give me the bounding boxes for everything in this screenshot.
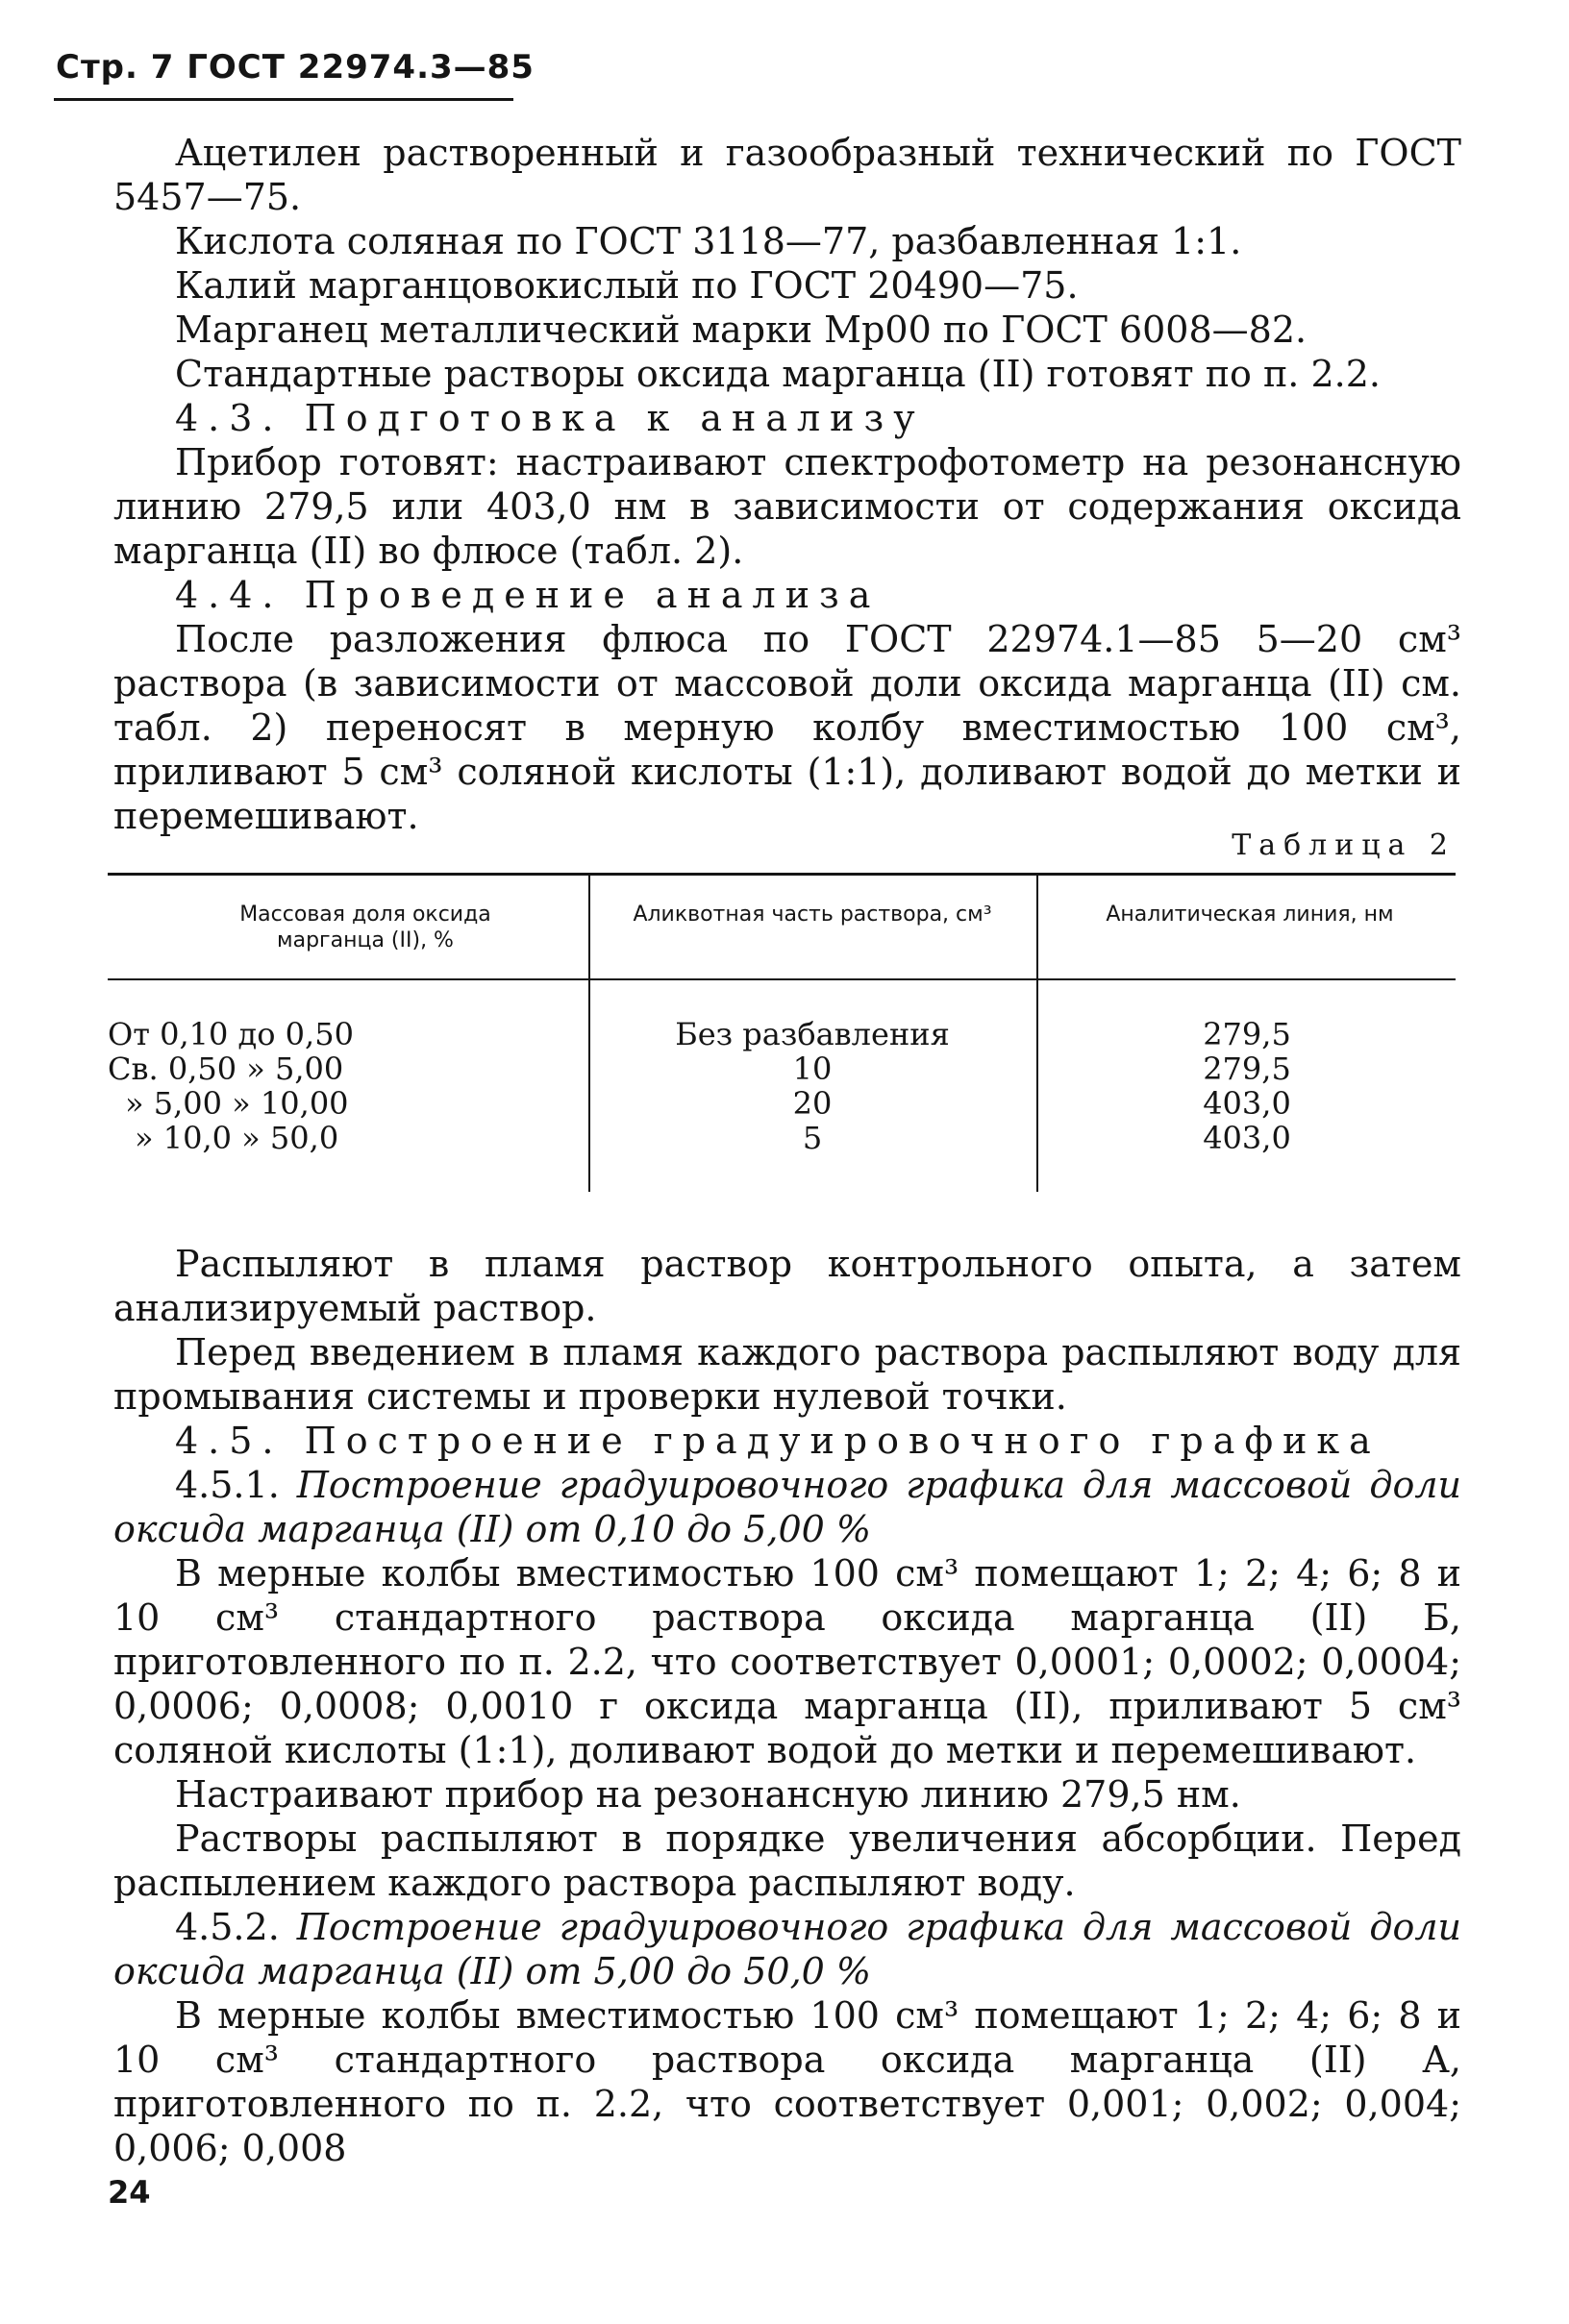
- paragraph: Марганец металлический марки Мр00 по ГОСТ 6008—82.: [175, 309, 1308, 351]
- paragraph: Стандартные растворы оксида марганца (II) готовят по п. 2.2.: [175, 353, 1381, 395]
- paragraph: После разложения флюса по ГОСТ 22974.1—85 5—20 см³ раствора (в зависимости от массовой доли оксида марганца (II) см. табл. 2) переносят в мерную колбу вместимостью 100 см³, приливают 5 см³ соляной кислоты (1:1), доливают водой до метки и перемешивают.: [113, 618, 1461, 837]
- post-table-text: [113, 1242, 1461, 2170]
- table-cell-range: Св. 0,50 » 5,00: [108, 1051, 344, 1087]
- header-rule: [54, 98, 513, 101]
- table-header-rule: [108, 978, 1456, 980]
- paragraph: Перед введением в пламя каждого раствора распыляют воду для промывания системы и проверки нулевой точки.: [113, 1331, 1461, 1418]
- page-header: Стр. 7 ГОСТ 22974.3—85: [56, 48, 535, 87]
- table-cell-range: От 0,10 до 0,50: [108, 1016, 354, 1052]
- table-caption: Таблица 2: [1232, 828, 1456, 862]
- paragraph: Кислота соляная по ГОСТ 3118—77, разбавленная 1:1.: [175, 220, 1242, 262]
- table-cell-line: 403,0: [1203, 1120, 1291, 1156]
- paragraph: В мерные колбы вместимостью 100 см³ помещают 1; 2; 4; 6; 8 и 10 см³ стандартного раствора оксида марганца (II) Б, приготовленного по п. 2.2, что соответствует 0,0001; 0,0002; 0,0004; 0,0006; 0,0008; 0,0010 г оксида марганца (II), приливают 5 см³ соляной кислоты (1:1), доливают водой до метки и перемешивают.: [113, 1552, 1461, 1771]
- section-heading: 4.3. Подготовка к анализу: [175, 397, 925, 439]
- table-cell-aliquot: 20: [792, 1085, 833, 1122]
- table-header-cell: Аналитическая линия, нм: [1106, 902, 1394, 927]
- table-header-cell: Массовая доля оксида марганца (II), %: [239, 902, 491, 952]
- table-top-rule: [108, 873, 1456, 876]
- table-cell-line: 279,5: [1203, 1051, 1291, 1087]
- paragraph: Прибор готовят: настраивают спектрофотометр на резонансную линию 279,5 или 403,0 нм в зависимости от содержания оксида марганца (II) во флюсе (табл. 2).: [113, 441, 1461, 572]
- table-cell-line: 403,0: [1203, 1085, 1291, 1122]
- table-cell-aliquot: 10: [792, 1051, 833, 1087]
- section-heading: 4.4. Проведение анализа: [175, 574, 881, 616]
- paragraph: В мерные колбы вместимостью 100 см³ помещают 1; 2; 4; 6; 8 и 10 см³ стандартного раствора оксида марганца (II) А, приготовленного по п. 2.2, что соответствует 0,001; 0,002; 0,004; 0,006; 0,008: [113, 1994, 1461, 2169]
- subsection-number: 4.5.2.: [175, 1906, 280, 1948]
- section-heading: 4.5. Построение градуировочного графика: [175, 1420, 1381, 1462]
- subsection-number: 4.5.1.: [175, 1464, 280, 1506]
- paragraph: Калий марганцовокислый по ГОСТ 20490—75.: [175, 264, 1079, 307]
- table-cell-aliquot: Без разбавления: [675, 1016, 950, 1052]
- paragraph: Распыляют в пламя раствор контрольного опыта, а затем анализируемый раствор.: [113, 1243, 1461, 1329]
- subsection-title-text: Построение градуировочного графика для массовой доли оксида марганца (II) от 5,00 до 50,0 %: [113, 1906, 1461, 1992]
- materials-list: [113, 131, 1461, 838]
- page-number: 24: [108, 2174, 151, 2211]
- table-cell-range: » 5,00 » 10,00: [125, 1085, 349, 1122]
- subsection-title-text: Построение градуировочного графика для массовой доли оксида марганца (II) от 0,10 до 5,00 %: [113, 1464, 1461, 1550]
- table-cell-line: 279,5: [1203, 1016, 1291, 1052]
- subsection-title: [113, 1905, 1461, 1993]
- paragraph: Настраивают прибор на резонансную линию 279,5 нм.: [175, 1773, 1241, 1816]
- paragraph: Ацетилен растворенный и газообразный технический по ГОСТ 5457—75.: [113, 132, 1461, 218]
- table-header-cell: Аликвотная часть раствора, см³: [633, 902, 992, 927]
- subsection-title: [113, 1463, 1461, 1551]
- paragraph: Растворы распыляют в порядке увеличения абсорбции. Перед распылением каждого раствора распыляют воду.: [113, 1817, 1461, 1904]
- table-cell-aliquot: 5: [802, 1120, 823, 1156]
- table-cell-range: » 10,0 » 50,0: [135, 1120, 339, 1156]
